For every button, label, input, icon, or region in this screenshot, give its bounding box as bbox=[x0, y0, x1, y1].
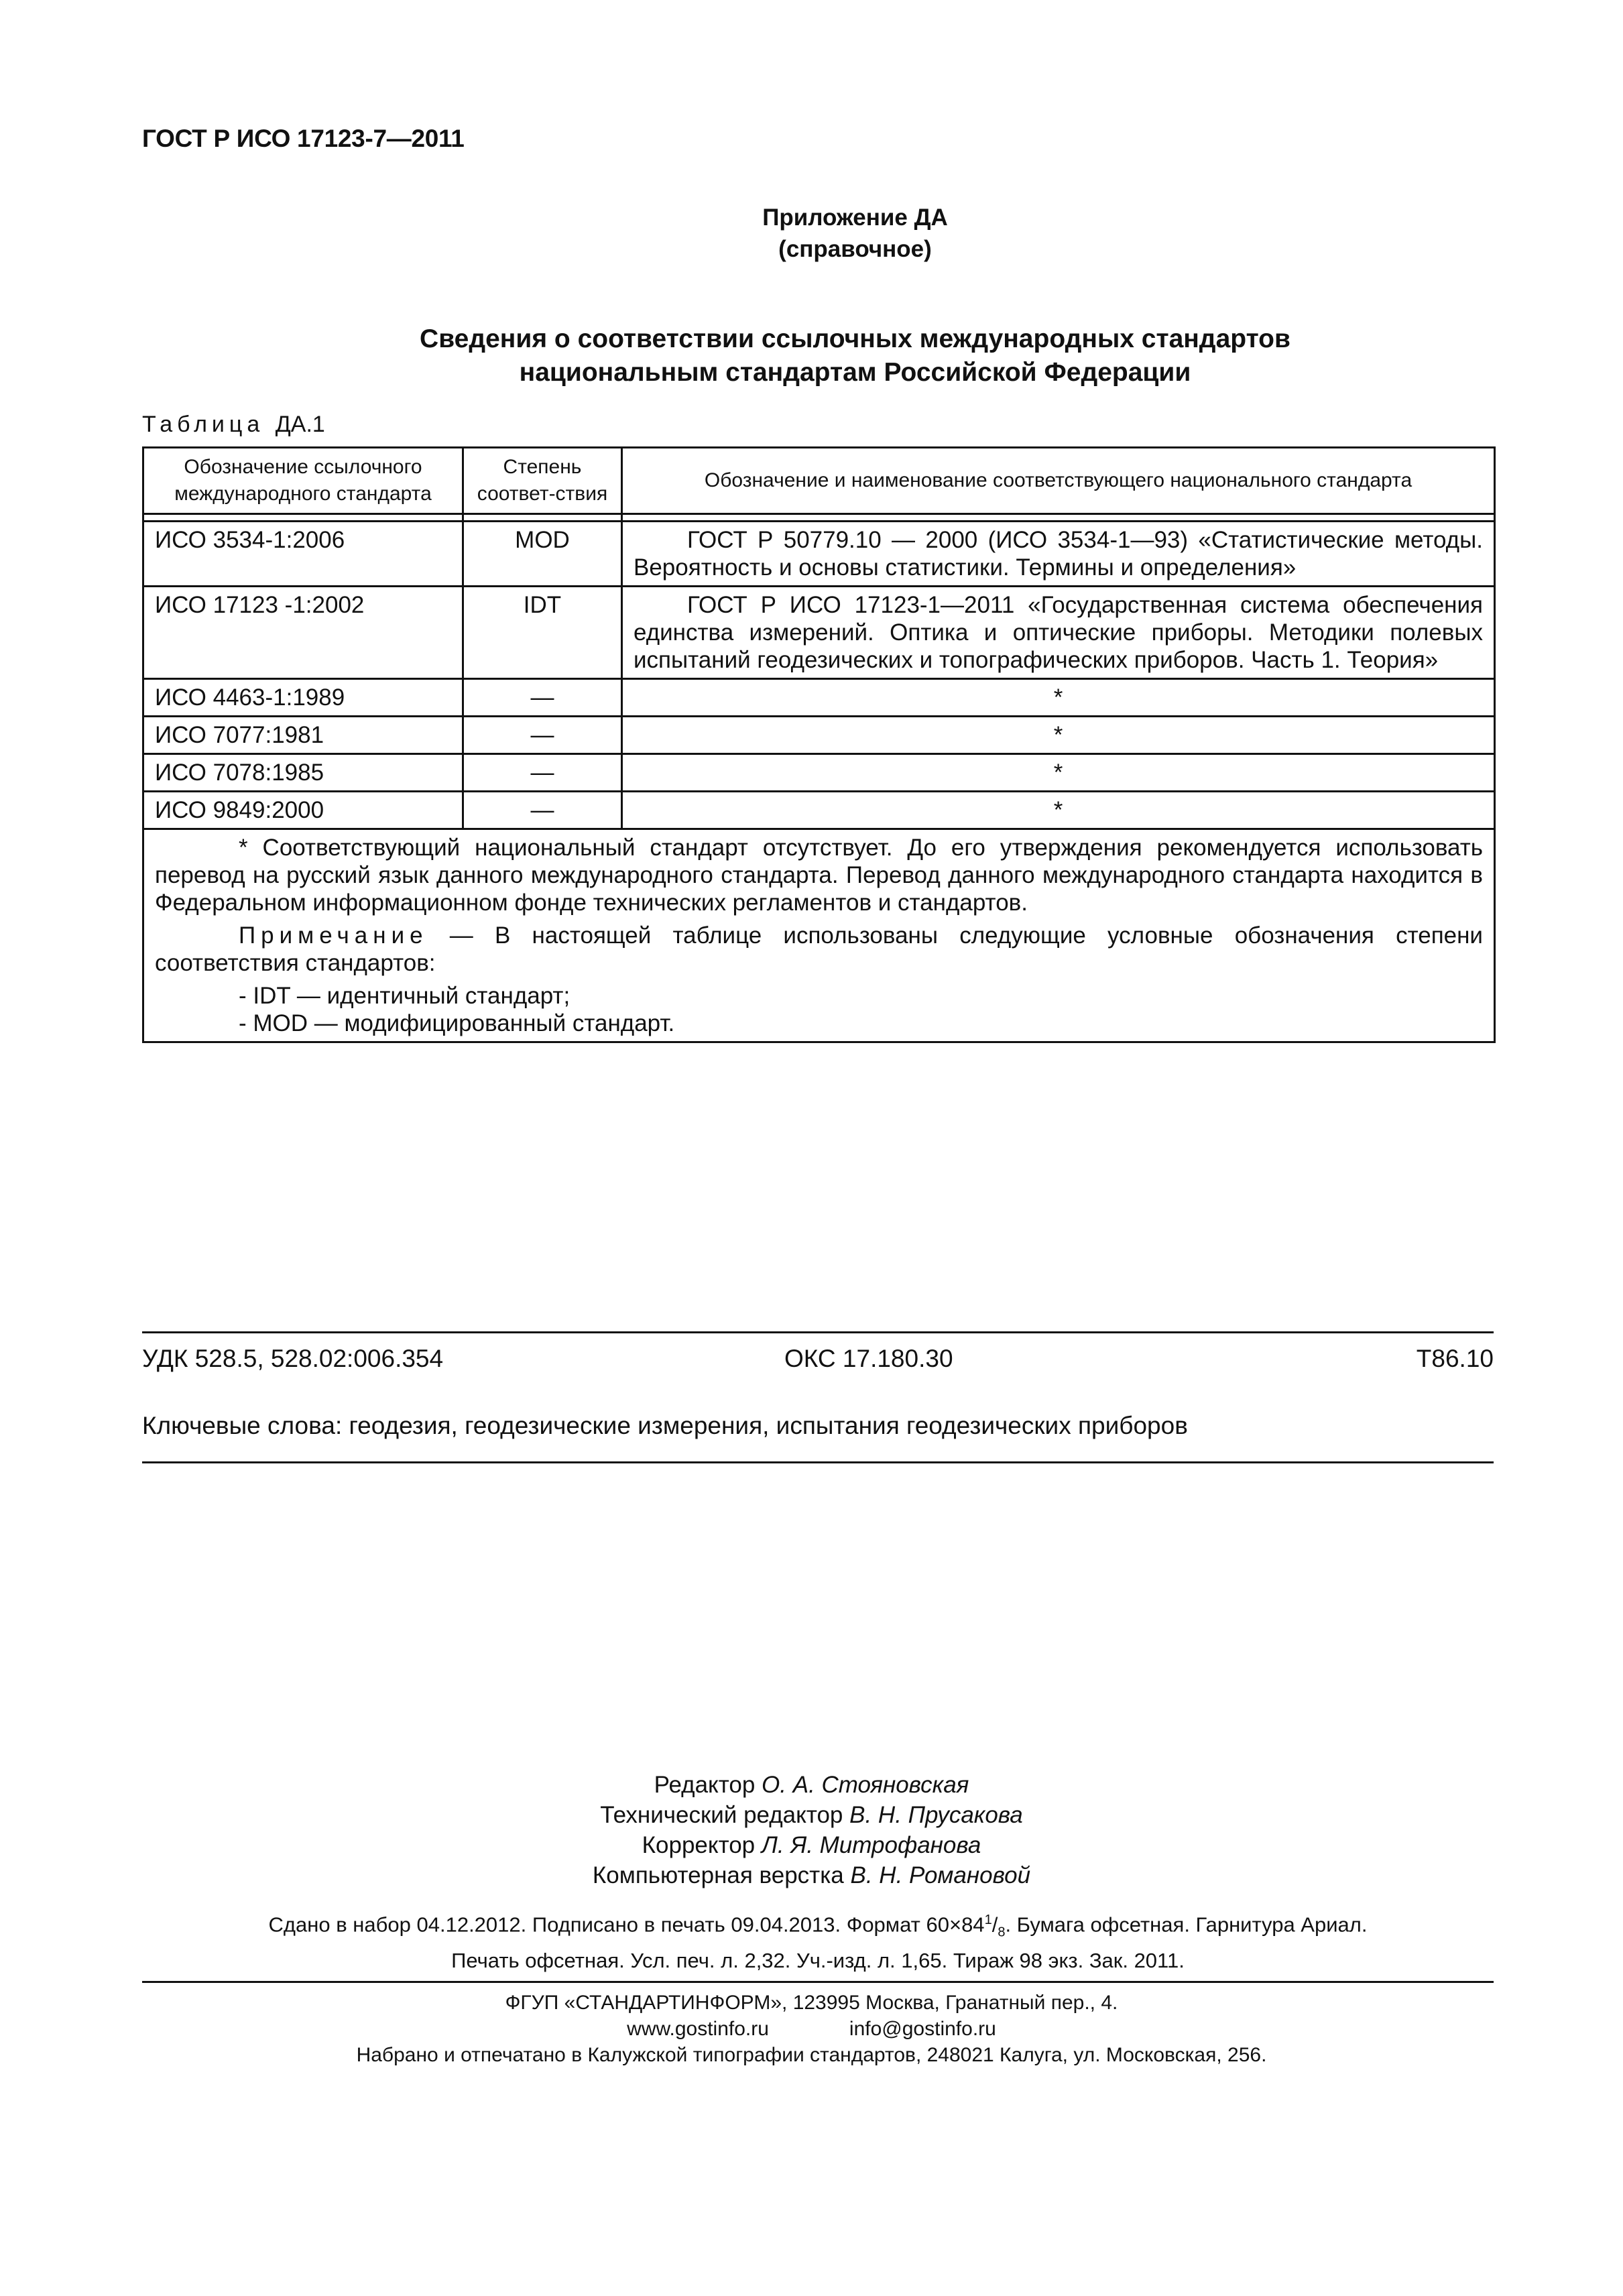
header-separator bbox=[143, 514, 1495, 522]
national-standard-cell: * bbox=[622, 717, 1495, 754]
credit-tech-editor bbox=[0, 1800, 1623, 1830]
credit-role: Технический редактор bbox=[600, 1802, 843, 1828]
degree-cell: IDT bbox=[463, 587, 622, 679]
credit-editor bbox=[0, 1770, 1623, 1800]
table-header-row bbox=[143, 448, 1495, 514]
print-info bbox=[142, 1906, 1494, 1975]
credit-role: Редактор bbox=[654, 1772, 756, 1798]
national-standard-cell: * bbox=[622, 792, 1495, 829]
note-text: — В настоящей таблице использованы следующие условные обозначения степени соответствия стандартов: bbox=[155, 922, 1483, 976]
oks-code: ОКС 17.180.30 bbox=[784, 1345, 953, 1372]
table-row bbox=[143, 587, 1495, 679]
credit-corrector bbox=[0, 1830, 1623, 1860]
table-row bbox=[143, 522, 1495, 587]
note-label: Примечание bbox=[239, 922, 428, 949]
publisher-block bbox=[0, 1990, 1623, 2068]
footnote-text: * Соответствующий национальный стандарт отсутствует. До его утверждения рекомендуется использовать перевод на русский язык данного международного стандарта. Перевод данного международного стандарта находится в Федеральном информационном фонде технических регламентов и стандартов. bbox=[155, 835, 1483, 916]
intl-standard-cell: ИСО 9849:2000 bbox=[143, 792, 463, 829]
national-standard-cell: ГОСТ Р ИСО 17123-1—2011 «Государственная система обеспечения единства измерений. Оптика и оптические приборы. Методики полевых испытаний геодезических и топографических приборов. Часть 1. Теория» bbox=[622, 587, 1495, 679]
divider-top bbox=[142, 1331, 1494, 1333]
print-info-text: . Бумага офсетная. Гарнитура Ариал. bbox=[1005, 1913, 1368, 1937]
print-info-line1: Сдано в набор 04.12.2012. Подписано в печать 09.04.2013. Формат $60\times 84^1/_8$. Бумага офсетная. Гарнитура Ариал. bbox=[268, 1913, 1368, 1940]
national-standard-cell: * bbox=[622, 679, 1495, 717]
header-intl-standard: Обозначение ссылочного международного стандарта bbox=[143, 448, 463, 514]
degree-cell: — bbox=[463, 717, 622, 754]
intl-standard-cell: ИСО 7078:1985 bbox=[143, 754, 463, 792]
section-heading-line1: Сведения о соответствии ссылочных международных стандартов bbox=[420, 324, 1290, 353]
degree-cell: MOD bbox=[463, 522, 622, 587]
credit-role: Корректор bbox=[642, 1832, 756, 1858]
divider-publisher bbox=[142, 1981, 1494, 1983]
header-national-standard: Обозначение и наименование соответствующего национального стандарта bbox=[622, 448, 1495, 514]
note-item-idt: - IDT — идентичный стандарт; bbox=[239, 983, 570, 1009]
publisher-contacts bbox=[0, 2016, 1623, 2042]
appendix-title: Приложение ДА bbox=[762, 204, 948, 231]
table-caption bbox=[142, 412, 325, 438]
standards-table bbox=[142, 446, 1496, 1043]
table-row bbox=[143, 717, 1495, 754]
intl-standard-cell: ИСО 7077:1981 bbox=[143, 717, 463, 754]
divider-bottom bbox=[142, 1461, 1494, 1463]
keywords: Ключевые слова: геодезия, геодезические измерения, испытания геодезических приборов bbox=[142, 1412, 1188, 1439]
credit-layout bbox=[0, 1860, 1623, 1890]
national-standard-cell: * bbox=[622, 754, 1495, 792]
national-standard-cell: ГОСТ Р 50779.10 — 2000 (ИСО 3534-1—93) «Статистические методы. Вероятность и основы статистики. Термины и определения» bbox=[622, 522, 1495, 587]
publisher-website[interactable]: www.gostinfo.ru bbox=[627, 2018, 769, 2040]
print-info-text: Сдано в набор 04.12.2012. Подписано в печать 09.04.2013. Формат 60×84 bbox=[268, 1913, 985, 1937]
document-code: ГОСТ Р ИСО 17123-7—2011 bbox=[142, 125, 465, 152]
printer-info: Набрано и отпечатано в Калужской типографии стандартов, 248021 Калуга, ул. Московская, 256. bbox=[356, 2044, 1267, 2066]
table-row bbox=[143, 679, 1495, 717]
note-item-mod: - MOD — модифицированный стандарт. bbox=[239, 1010, 675, 1036]
credits-block bbox=[0, 1770, 1623, 1890]
table-caption-word: Таблица bbox=[142, 412, 265, 437]
intl-standard-cell: ИСО 3534-1:2006 bbox=[143, 522, 463, 587]
intl-standard-cell: ИСО 4463-1:1989 bbox=[143, 679, 463, 717]
intl-standard-cell: ИСО 17123 -1:2002 bbox=[143, 587, 463, 679]
table-notes-cell bbox=[143, 829, 1495, 1042]
credit-name: В. Н. Романовой bbox=[850, 1862, 1031, 1888]
note-paragraph bbox=[155, 922, 1483, 977]
degree-cell: — bbox=[463, 754, 622, 792]
credit-name: Л. Я. Митрофанова bbox=[761, 1832, 981, 1858]
table-notes-row bbox=[143, 829, 1495, 1042]
classification-code: Т86.10 bbox=[1416, 1345, 1494, 1372]
degree-cell: — bbox=[463, 792, 622, 829]
format-sub: 8 bbox=[998, 1925, 1006, 1940]
credit-role: Компьютерная верстка bbox=[592, 1862, 844, 1888]
section-heading-line2: национальным стандартам Российской Федерации bbox=[519, 358, 1191, 387]
appendix-subtitle: (справочное) bbox=[778, 236, 932, 262]
header-degree: Степень соответ-ствия bbox=[463, 448, 622, 514]
table-row bbox=[143, 792, 1495, 829]
table-row bbox=[143, 754, 1495, 792]
degree-cell: — bbox=[463, 679, 622, 717]
table-caption-number: ДА.1 bbox=[275, 412, 325, 437]
format-sup: 1 bbox=[984, 1913, 992, 1927]
credit-name: О. А. Стояновская bbox=[762, 1772, 969, 1798]
credit-name: В. Н. Прусакова bbox=[849, 1802, 1023, 1828]
udk-code: УДК 528.5, 528.02:006.354 bbox=[142, 1345, 444, 1372]
print-info-line2: Печать офсетная. Усл. печ. л. 2,32. Уч.-изд. л. 1,65. Тираж 98 экз. Зак. 2011. bbox=[451, 1948, 1185, 1972]
publisher-address: ФГУП «СТАНДАРТИНФОРМ», 123995 Москва, Гранатный пер., 4. bbox=[505, 1992, 1118, 2014]
publisher-email[interactable]: info@gostinfo.ru bbox=[849, 2018, 996, 2040]
